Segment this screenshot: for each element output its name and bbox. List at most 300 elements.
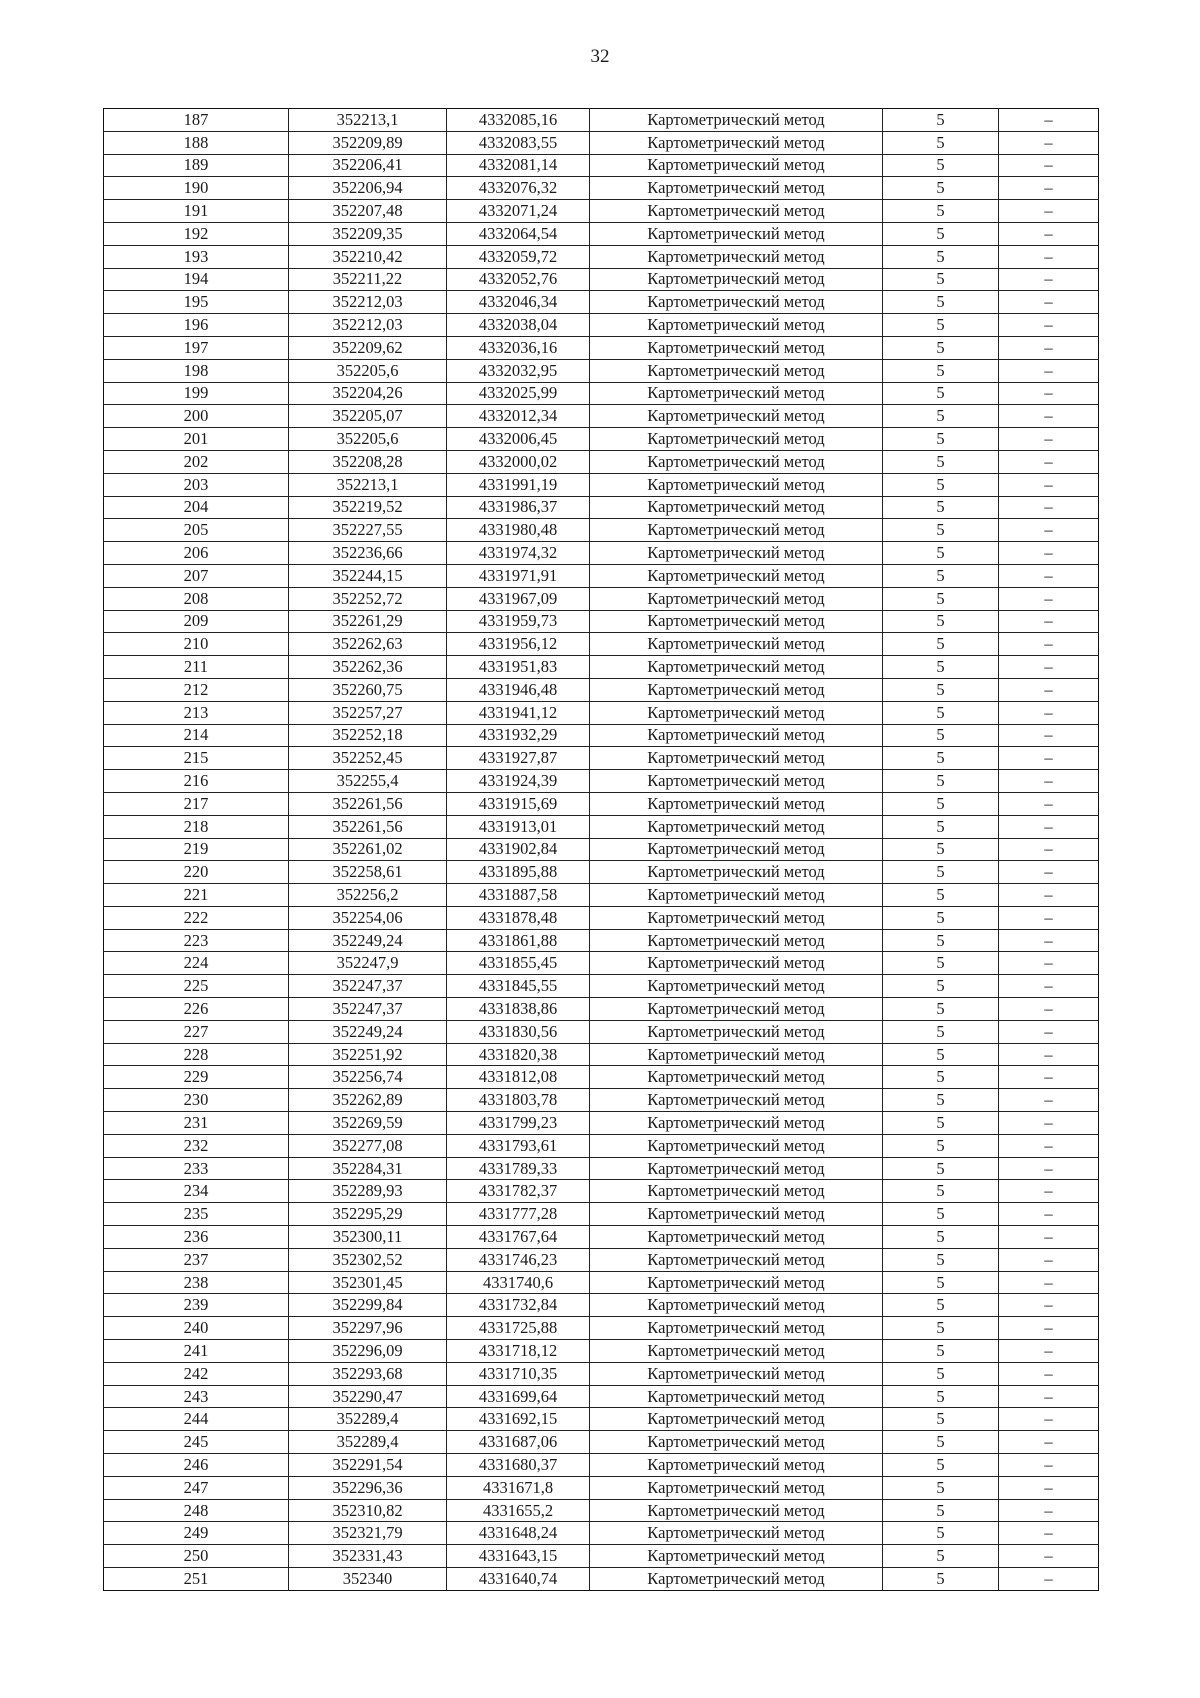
y-coordinate-cell: 4331799,23 (447, 1112, 590, 1135)
y-coordinate-cell: 4331959,73 (447, 610, 590, 633)
y-coordinate-cell: 4331991,19 (447, 473, 590, 496)
method-cell: Картометрический метод (590, 1180, 883, 1203)
formula-cell: – (999, 314, 1099, 337)
method-cell: Картометрический метод (590, 610, 883, 633)
accuracy-cell: 5 (883, 724, 999, 747)
method-cell: Картометрический метод (590, 359, 883, 382)
formula-cell: – (999, 633, 1099, 656)
formula-cell: – (999, 998, 1099, 1021)
formula-cell: – (999, 1066, 1099, 1089)
x-coordinate-cell: 352212,03 (289, 291, 447, 314)
point-number-cell: 230 (104, 1089, 289, 1112)
x-coordinate-cell: 352209,89 (289, 131, 447, 154)
y-coordinate-cell: 4331718,12 (447, 1340, 590, 1363)
y-coordinate-cell: 4331932,29 (447, 724, 590, 747)
method-cell: Картометрический метод (590, 838, 883, 861)
x-coordinate-cell: 352261,56 (289, 792, 447, 815)
table-row (104, 1545, 1099, 1568)
formula-cell: – (999, 1568, 1099, 1591)
y-coordinate-cell: 4331803,78 (447, 1089, 590, 1112)
x-coordinate-cell: 352321,79 (289, 1522, 447, 1545)
accuracy-cell: 5 (883, 1385, 999, 1408)
x-coordinate-cell: 352296,09 (289, 1340, 447, 1363)
table-row (104, 519, 1099, 542)
y-coordinate-cell: 4331671,8 (447, 1476, 590, 1499)
point-number-cell: 236 (104, 1226, 289, 1249)
method-cell: Картометрический метод (590, 952, 883, 975)
formula-cell: – (999, 678, 1099, 701)
accuracy-cell: 5 (883, 838, 999, 861)
table-row (104, 656, 1099, 679)
point-number-cell: 221 (104, 884, 289, 907)
table-row (104, 1568, 1099, 1591)
x-coordinate-cell: 352254,06 (289, 906, 447, 929)
x-coordinate-cell: 352252,18 (289, 724, 447, 747)
method-cell: Картометрический метод (590, 1203, 883, 1226)
y-coordinate-cell: 4331789,33 (447, 1157, 590, 1180)
y-coordinate-cell: 4332006,45 (447, 428, 590, 451)
x-coordinate-cell: 352209,35 (289, 222, 447, 245)
point-number-cell: 207 (104, 564, 289, 587)
method-cell: Картометрический метод (590, 473, 883, 496)
formula-cell: – (999, 1043, 1099, 1066)
method-cell: Картометрический метод (590, 1226, 883, 1249)
x-coordinate-cell: 352209,62 (289, 336, 447, 359)
point-number-cell: 189 (104, 154, 289, 177)
accuracy-cell: 5 (883, 678, 999, 701)
coordinates-table-body (104, 109, 1099, 1591)
formula-cell: – (999, 610, 1099, 633)
x-coordinate-cell: 352247,37 (289, 998, 447, 1021)
y-coordinate-cell: 4331946,48 (447, 678, 590, 701)
point-number-cell: 192 (104, 222, 289, 245)
y-coordinate-cell: 4331732,84 (447, 1294, 590, 1317)
method-cell: Картометрический метод (590, 587, 883, 610)
method-cell: Картометрический метод (590, 222, 883, 245)
point-number-cell: 241 (104, 1340, 289, 1363)
x-coordinate-cell: 352284,31 (289, 1157, 447, 1180)
y-coordinate-cell: 4331820,38 (447, 1043, 590, 1066)
table-row (104, 1476, 1099, 1499)
table-row (104, 724, 1099, 747)
method-cell: Картометрический метод (590, 1271, 883, 1294)
y-coordinate-cell: 4331830,56 (447, 1020, 590, 1043)
accuracy-cell: 5 (883, 656, 999, 679)
y-coordinate-cell: 4331986,37 (447, 496, 590, 519)
x-coordinate-cell: 352290,47 (289, 1385, 447, 1408)
formula-cell: – (999, 131, 1099, 154)
x-coordinate-cell: 352213,1 (289, 109, 447, 132)
point-number-cell: 197 (104, 336, 289, 359)
formula-cell: – (999, 1408, 1099, 1431)
method-cell: Картометрический метод (590, 428, 883, 451)
x-coordinate-cell: 352289,93 (289, 1180, 447, 1203)
formula-cell: – (999, 1340, 1099, 1363)
formula-cell: – (999, 952, 1099, 975)
point-number-cell: 222 (104, 906, 289, 929)
table-row (104, 861, 1099, 884)
x-coordinate-cell: 352261,56 (289, 815, 447, 838)
point-number-cell: 249 (104, 1522, 289, 1545)
formula-cell: – (999, 1317, 1099, 1340)
y-coordinate-cell: 4331902,84 (447, 838, 590, 861)
accuracy-cell: 5 (883, 770, 999, 793)
formula-cell: – (999, 291, 1099, 314)
accuracy-cell: 5 (883, 1134, 999, 1157)
point-number-cell: 211 (104, 656, 289, 679)
point-number-cell: 205 (104, 519, 289, 542)
table-row (104, 382, 1099, 405)
y-coordinate-cell: 4332083,55 (447, 131, 590, 154)
table-row (104, 245, 1099, 268)
point-number-cell: 224 (104, 952, 289, 975)
y-coordinate-cell: 4331878,48 (447, 906, 590, 929)
x-coordinate-cell: 352310,82 (289, 1499, 447, 1522)
method-cell: Картометрический метод (590, 701, 883, 724)
method-cell: Картометрический метод (590, 382, 883, 405)
table-row (104, 610, 1099, 633)
accuracy-cell: 5 (883, 291, 999, 314)
x-coordinate-cell: 352205,6 (289, 359, 447, 382)
point-number-cell: 209 (104, 610, 289, 633)
accuracy-cell: 5 (883, 1568, 999, 1591)
formula-cell: – (999, 1248, 1099, 1271)
accuracy-cell: 5 (883, 542, 999, 565)
x-coordinate-cell: 352261,29 (289, 610, 447, 633)
table-row (104, 1271, 1099, 1294)
table-row (104, 1499, 1099, 1522)
y-coordinate-cell: 4331956,12 (447, 633, 590, 656)
accuracy-cell: 5 (883, 131, 999, 154)
accuracy-cell: 5 (883, 587, 999, 610)
y-coordinate-cell: 4331941,12 (447, 701, 590, 724)
accuracy-cell: 5 (883, 1454, 999, 1477)
table-row (104, 1180, 1099, 1203)
accuracy-cell: 5 (883, 314, 999, 337)
formula-cell: – (999, 1020, 1099, 1043)
x-coordinate-cell: 352258,61 (289, 861, 447, 884)
table-row (104, 1089, 1099, 1112)
y-coordinate-cell: 4332081,14 (447, 154, 590, 177)
point-number-cell: 188 (104, 131, 289, 154)
point-number-cell: 245 (104, 1431, 289, 1454)
point-number-cell: 238 (104, 1271, 289, 1294)
y-coordinate-cell: 4332046,34 (447, 291, 590, 314)
method-cell: Картометрический метод (590, 1134, 883, 1157)
table-row (104, 359, 1099, 382)
x-coordinate-cell: 352262,89 (289, 1089, 447, 1112)
point-number-cell: 228 (104, 1043, 289, 1066)
table-row (104, 131, 1099, 154)
table-row (104, 929, 1099, 952)
y-coordinate-cell: 4331980,48 (447, 519, 590, 542)
x-coordinate-cell: 352296,36 (289, 1476, 447, 1499)
y-coordinate-cell: 4331812,08 (447, 1066, 590, 1089)
table-row (104, 542, 1099, 565)
point-number-cell: 220 (104, 861, 289, 884)
formula-cell: – (999, 1454, 1099, 1477)
formula-cell: – (999, 815, 1099, 838)
point-number-cell: 203 (104, 473, 289, 496)
method-cell: Картометрический метод (590, 1476, 883, 1499)
accuracy-cell: 5 (883, 222, 999, 245)
table-row (104, 1385, 1099, 1408)
y-coordinate-cell: 4331767,64 (447, 1226, 590, 1249)
y-coordinate-cell: 4331861,88 (447, 929, 590, 952)
point-number-cell: 231 (104, 1112, 289, 1135)
method-cell: Картометрический метод (590, 1545, 883, 1568)
formula-cell: – (999, 519, 1099, 542)
method-cell: Картометрический метод (590, 291, 883, 314)
point-number-cell: 242 (104, 1362, 289, 1385)
y-coordinate-cell: 4331692,15 (447, 1408, 590, 1431)
x-coordinate-cell: 352289,4 (289, 1408, 447, 1431)
method-cell: Картометрический метод (590, 177, 883, 200)
accuracy-cell: 5 (883, 1476, 999, 1499)
point-number-cell: 235 (104, 1203, 289, 1226)
y-coordinate-cell: 4331782,37 (447, 1180, 590, 1203)
x-coordinate-cell: 352212,03 (289, 314, 447, 337)
point-number-cell: 204 (104, 496, 289, 519)
table-row (104, 428, 1099, 451)
method-cell: Картометрический метод (590, 1454, 883, 1477)
accuracy-cell: 5 (883, 906, 999, 929)
table-row (104, 815, 1099, 838)
method-cell: Картометрический метод (590, 542, 883, 565)
method-cell: Картометрический метод (590, 998, 883, 1021)
table-row (104, 1134, 1099, 1157)
point-number-cell: 200 (104, 405, 289, 428)
y-coordinate-cell: 4331740,6 (447, 1271, 590, 1294)
accuracy-cell: 5 (883, 861, 999, 884)
accuracy-cell: 5 (883, 496, 999, 519)
formula-cell: – (999, 336, 1099, 359)
accuracy-cell: 5 (883, 564, 999, 587)
formula-cell: – (999, 359, 1099, 382)
table-row (104, 109, 1099, 132)
point-number-cell: 196 (104, 314, 289, 337)
method-cell: Картометрический метод (590, 154, 883, 177)
formula-cell: – (999, 1545, 1099, 1568)
method-cell: Картометрический метод (590, 884, 883, 907)
y-coordinate-cell: 4331680,37 (447, 1454, 590, 1477)
method-cell: Картометрический метод (590, 1362, 883, 1385)
point-number-cell: 227 (104, 1020, 289, 1043)
y-coordinate-cell: 4332038,04 (447, 314, 590, 337)
y-coordinate-cell: 4331793,61 (447, 1134, 590, 1157)
table-row (104, 770, 1099, 793)
x-coordinate-cell: 352207,48 (289, 200, 447, 223)
table-row (104, 200, 1099, 223)
x-coordinate-cell: 352227,55 (289, 519, 447, 542)
point-number-cell: 232 (104, 1134, 289, 1157)
x-coordinate-cell: 352301,45 (289, 1271, 447, 1294)
y-coordinate-cell: 4331687,06 (447, 1431, 590, 1454)
method-cell: Картометрический метод (590, 1385, 883, 1408)
x-coordinate-cell: 352261,02 (289, 838, 447, 861)
accuracy-cell: 5 (883, 428, 999, 451)
accuracy-cell: 5 (883, 268, 999, 291)
x-coordinate-cell: 352206,94 (289, 177, 447, 200)
y-coordinate-cell: 4331710,35 (447, 1362, 590, 1385)
accuracy-cell: 5 (883, 1112, 999, 1135)
x-coordinate-cell: 352295,29 (289, 1203, 447, 1226)
y-coordinate-cell: 4332085,16 (447, 109, 590, 132)
method-cell: Картометрический метод (590, 770, 883, 793)
formula-cell: – (999, 109, 1099, 132)
method-cell: Картометрический метод (590, 564, 883, 587)
table-row (104, 1454, 1099, 1477)
x-coordinate-cell: 352205,6 (289, 428, 447, 451)
method-cell: Картометрический метод (590, 724, 883, 747)
formula-cell: – (999, 382, 1099, 405)
table-row (104, 1043, 1099, 1066)
x-coordinate-cell: 352205,07 (289, 405, 447, 428)
y-coordinate-cell: 4331655,2 (447, 1499, 590, 1522)
table-row (104, 838, 1099, 861)
table-row (104, 1317, 1099, 1340)
method-cell: Картометрический метод (590, 1112, 883, 1135)
formula-cell: – (999, 1089, 1099, 1112)
point-number-cell: 194 (104, 268, 289, 291)
coordinates-table (103, 108, 1099, 1591)
method-cell: Картометрический метод (590, 1089, 883, 1112)
accuracy-cell: 5 (883, 177, 999, 200)
table-row (104, 1431, 1099, 1454)
method-cell: Картометрический метод (590, 314, 883, 337)
x-coordinate-cell: 352210,42 (289, 245, 447, 268)
x-coordinate-cell: 352252,45 (289, 747, 447, 770)
accuracy-cell: 5 (883, 701, 999, 724)
accuracy-cell: 5 (883, 1066, 999, 1089)
point-number-cell: 243 (104, 1385, 289, 1408)
formula-cell: – (999, 222, 1099, 245)
table-row (104, 678, 1099, 701)
point-number-cell: 248 (104, 1499, 289, 1522)
accuracy-cell: 5 (883, 815, 999, 838)
table-row (104, 473, 1099, 496)
y-coordinate-cell: 4331951,83 (447, 656, 590, 679)
formula-cell: – (999, 1522, 1099, 1545)
y-coordinate-cell: 4332000,02 (447, 450, 590, 473)
formula-cell: – (999, 1385, 1099, 1408)
y-coordinate-cell: 4331974,32 (447, 542, 590, 565)
table-row (104, 975, 1099, 998)
table-row (104, 952, 1099, 975)
x-coordinate-cell: 352302,52 (289, 1248, 447, 1271)
method-cell: Картометрический метод (590, 1294, 883, 1317)
point-number-cell: 226 (104, 998, 289, 1021)
formula-cell: – (999, 268, 1099, 291)
formula-cell: – (999, 747, 1099, 770)
point-number-cell: 234 (104, 1180, 289, 1203)
x-coordinate-cell: 352297,96 (289, 1317, 447, 1340)
table-row (104, 1066, 1099, 1089)
method-cell: Картометрический метод (590, 496, 883, 519)
x-coordinate-cell: 352211,22 (289, 268, 447, 291)
y-coordinate-cell: 4332036,16 (447, 336, 590, 359)
x-coordinate-cell: 352249,24 (289, 1020, 447, 1043)
formula-cell: – (999, 906, 1099, 929)
y-coordinate-cell: 4331845,55 (447, 975, 590, 998)
formula-cell: – (999, 975, 1099, 998)
accuracy-cell: 5 (883, 792, 999, 815)
accuracy-cell: 5 (883, 1157, 999, 1180)
method-cell: Картометрический метод (590, 1431, 883, 1454)
x-coordinate-cell: 352256,74 (289, 1066, 447, 1089)
accuracy-cell: 5 (883, 405, 999, 428)
table-row (104, 496, 1099, 519)
method-cell: Картометрический метод (590, 200, 883, 223)
accuracy-cell: 5 (883, 382, 999, 405)
method-cell: Картометрический метод (590, 1408, 883, 1431)
accuracy-cell: 5 (883, 473, 999, 496)
accuracy-cell: 5 (883, 519, 999, 542)
table-row (104, 1226, 1099, 1249)
x-coordinate-cell: 352340 (289, 1568, 447, 1591)
x-coordinate-cell: 352206,41 (289, 154, 447, 177)
table-row (104, 154, 1099, 177)
point-number-cell: 218 (104, 815, 289, 838)
x-coordinate-cell: 352252,72 (289, 587, 447, 610)
point-number-cell: 206 (104, 542, 289, 565)
formula-cell: – (999, 1499, 1099, 1522)
y-coordinate-cell: 4331855,45 (447, 952, 590, 975)
formula-cell: – (999, 1431, 1099, 1454)
accuracy-cell: 5 (883, 747, 999, 770)
point-number-cell: 251 (104, 1568, 289, 1591)
formula-cell: – (999, 724, 1099, 747)
x-coordinate-cell: 352289,4 (289, 1431, 447, 1454)
table-row (104, 268, 1099, 291)
accuracy-cell: 5 (883, 1294, 999, 1317)
y-coordinate-cell: 4331643,15 (447, 1545, 590, 1568)
point-number-cell: 247 (104, 1476, 289, 1499)
method-cell: Картометрический метод (590, 1522, 883, 1545)
y-coordinate-cell: 4332059,72 (447, 245, 590, 268)
method-cell: Картометрический метод (590, 906, 883, 929)
y-coordinate-cell: 4331895,88 (447, 861, 590, 884)
method-cell: Картометрический метод (590, 245, 883, 268)
accuracy-cell: 5 (883, 245, 999, 268)
method-cell: Картометрический метод (590, 861, 883, 884)
point-number-cell: 244 (104, 1408, 289, 1431)
point-number-cell: 246 (104, 1454, 289, 1477)
y-coordinate-cell: 4331927,87 (447, 747, 590, 770)
point-number-cell: 201 (104, 428, 289, 451)
point-number-cell: 202 (104, 450, 289, 473)
formula-cell: – (999, 1203, 1099, 1226)
point-number-cell: 187 (104, 109, 289, 132)
point-number-cell: 223 (104, 929, 289, 952)
table-row (104, 405, 1099, 428)
y-coordinate-cell: 4331924,39 (447, 770, 590, 793)
method-cell: Картометрический метод (590, 405, 883, 428)
accuracy-cell: 5 (883, 1203, 999, 1226)
method-cell: Картометрический метод (590, 678, 883, 701)
point-number-cell: 193 (104, 245, 289, 268)
y-coordinate-cell: 4332076,32 (447, 177, 590, 200)
point-number-cell: 229 (104, 1066, 289, 1089)
table-row (104, 291, 1099, 314)
x-coordinate-cell: 352256,2 (289, 884, 447, 907)
y-coordinate-cell: 4332071,24 (447, 200, 590, 223)
point-number-cell: 208 (104, 587, 289, 610)
x-coordinate-cell: 352219,52 (289, 496, 447, 519)
formula-cell: – (999, 838, 1099, 861)
point-number-cell: 233 (104, 1157, 289, 1180)
formula-cell: – (999, 473, 1099, 496)
